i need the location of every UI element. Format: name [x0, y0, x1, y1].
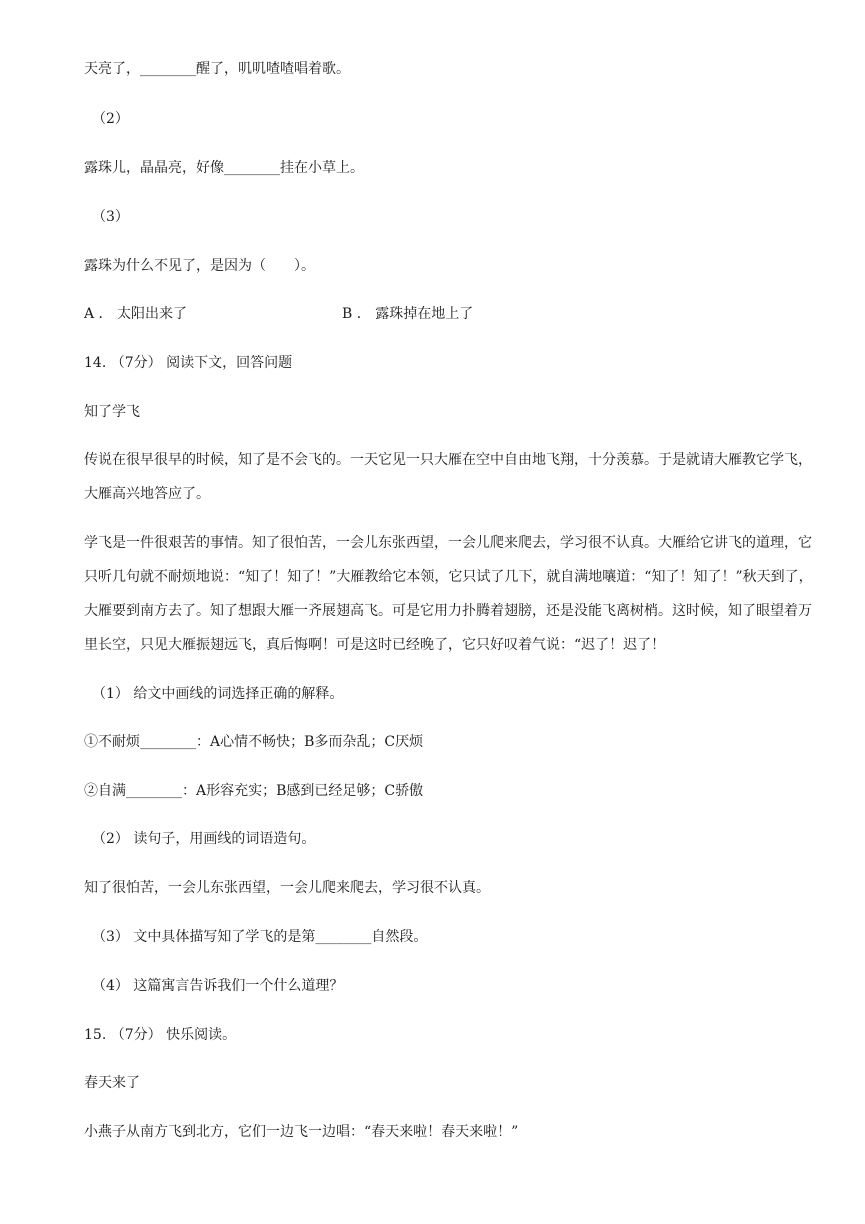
q14-sub2-sentence: 知了很怕苦，一会儿东张西望，一会儿爬来爬去，学习很不认真。	[84, 880, 490, 896]
q15-line1: 小燕子从南方飞到北方，它们一边飞一边唱：“春天来啦！春天来啦！”	[84, 1124, 519, 1140]
q13-line2: 露珠儿，晶晶亮，好像________挂在小草上。	[84, 160, 364, 176]
q14-sub1: （1） 给文中画线的词选择正确的解释。	[92, 686, 344, 702]
q15-title: 春天来了	[84, 1075, 140, 1091]
q14-sub1-item1: ①不耐烦________：A心情不畅快；B多而杂乱；C厌烦	[84, 734, 424, 750]
q14-title: 知了学飞	[84, 404, 140, 420]
q15-heading: 15. （7分） 快乐阅读。	[84, 1027, 237, 1043]
q14-sub4: （4） 这篇寓言告诉我们一个什么道理？	[92, 978, 344, 994]
q14-sub3: （3） 文中具体描写知了学飞的是第________自然段。	[92, 929, 428, 945]
option-a: A ． 太阳出来了	[84, 306, 188, 322]
q14-heading: 14. （7分） 阅读下文，回答问题	[84, 355, 293, 371]
q14-para2: 学飞是一件很艰苦的事情。知了很怕苦，一会儿东张西望，一会儿爬来爬去，学习很不认真。大雁给它讲飞的道理，它只听几句就不耐烦地说：“知了！知了！”大雁教给它本领，它只试了几下，就自满地嚷道：“知了！知了！”秋天到了，大雁要到南方去了。知了想跟大雁一齐展翅高飞。可是它用力扑腾着翅膀，还是没能飞离树梢。这时候，知了眼望着万里长空，只见大雁振翅远飞，真后悔啊！可是这时已经晚了，它只好叹着气说：“迟了！迟了！	[84, 535, 813, 653]
q14-sub1-item2: ②自满________：A形容充实；B感到已经足够；C骄傲	[84, 783, 424, 799]
option-b: B ． 露珠掉在地上了	[342, 306, 474, 322]
q14-para1: 传说在很早很早的时候，知了是不会飞的。一天它见一只大雁在空中自由地飞翔，十分羡慕。于是就请大雁教它学飞，大雁高兴地答应了。	[84, 452, 812, 502]
q13-line1: 天亮了，________醒了，叽叽喳喳唱着歌。	[84, 61, 350, 77]
q13-options	[84, 305, 484, 323]
q13-sub2-label: （2）	[92, 111, 129, 127]
q13-sub3-label: （3）	[92, 209, 129, 225]
q13-line3: 露珠为什么不见了，是因为（ ）。	[84, 258, 315, 274]
q14-sub2: （2） 读句子，用画线的词语造句。	[92, 831, 316, 847]
